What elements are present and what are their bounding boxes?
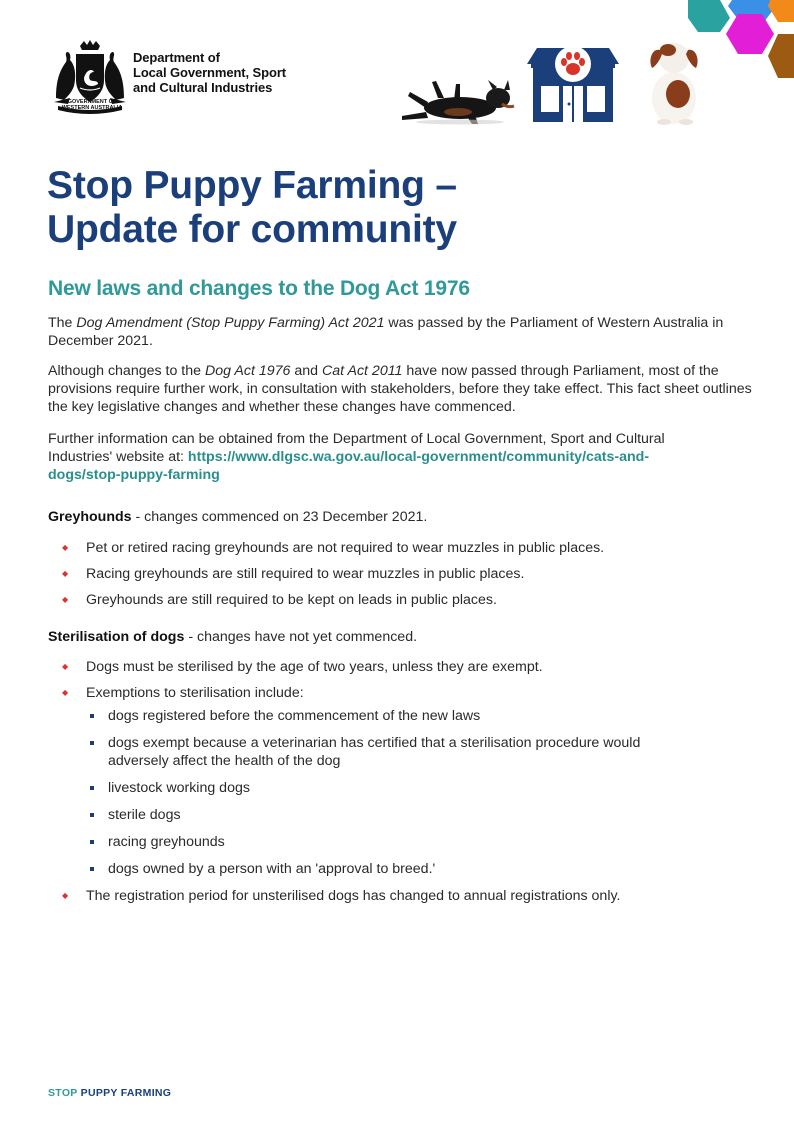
list-item: ◆ Dogs must be sterilised by the age of two years, unless they are exempt. — [48, 658, 760, 676]
list-item: livestock working dogs — [86, 779, 760, 797]
list-item: ◆ Exemptions to sterilisation include: dogs registered before the commencement of the new laws dogs exempt because a veterinarian has certified that a sterilisation procedure would adversely affect the health of the dog livestock working dogs sterile dogs racing greyhounds dogs owned by a person with an 'approval to breed.' — [48, 684, 760, 878]
list-item: ◆ Greyhounds are still required to be kept on leads in public places. — [48, 591, 760, 609]
greyhounds-list — [48, 539, 760, 617]
government-caption: GOVERNMENT OF WESTERN AUSTRALIA — [61, 99, 123, 111]
pet-shop-icon — [527, 42, 619, 124]
act-name: Dog Amendment (Stop Puppy Farming) Act 2021 — [76, 315, 385, 331]
exemptions-list — [86, 707, 760, 878]
lying-dog-image — [398, 78, 518, 126]
list-item: dogs registered before the commencement of the new laws — [86, 707, 760, 725]
list-item: dogs owned by a person with an 'approval to breed.' — [86, 860, 760, 878]
list-item: ◆ The registration period for unsterilised dogs has changed to annual registrations only. — [48, 887, 760, 905]
intro-paragraph-3: Further information can be obtained from the Department of Local Government, Sport and Cultural Industries' website at: https://www.dlgsc.wa.gov.au/local-government/community/cats-and-dogs/stop-puppy-farming — [48, 431, 665, 483]
intro-paragraph-1: The Dog Amendment (Stop Puppy Farming) Act 2021 was passed by the Parliament of Western Australia in December 2021. — [48, 315, 724, 349]
sterilisation-list — [48, 658, 760, 913]
footer-brand: STOP PUPPY FARMING — [48, 1087, 172, 1099]
list-item: ◆ Racing greyhounds are still required to wear muzzles in public places. — [48, 565, 760, 583]
greyhounds-heading: Greyhounds - changes commenced on 23 December 2021. — [48, 509, 428, 525]
list-item: dogs exempt because a veterinarian has certified that a sterilisation procedure would adversely affect the health of the dog — [86, 734, 760, 770]
department-name: Department of Local Government, Sport and Cultural Industries — [133, 50, 287, 95]
list-item: racing greyhounds — [86, 833, 760, 851]
list-item: ◆ Pet or retired racing greyhounds are not required to wear muzzles in public places. — [48, 539, 760, 557]
intro-paragraph-2: Although changes to the Dog Act 1976 and Cat Act 2011 have now passed through Parliament, most of the provisions require further work, in consultation with stakeholders, before they take effect. This fact sheet outlines the key legislative changes and whether these changes have commenced. — [48, 363, 752, 415]
website-link[interactable]: https://www.dlgsc.wa.gov.au/local-government/community/cats-and-dogs/stop-puppy-farming — [48, 449, 650, 483]
page-subtitle: New laws and changes to the Dog Act 1976 — [48, 277, 470, 300]
sterilisation-heading: Sterilisation of dogs - changes have not yet commenced. — [48, 629, 418, 645]
list-item: sterile dogs — [86, 806, 760, 824]
hexagon-decoration — [680, 0, 794, 84]
page-title: Stop Puppy Farming – Update for community — [47, 164, 457, 251]
